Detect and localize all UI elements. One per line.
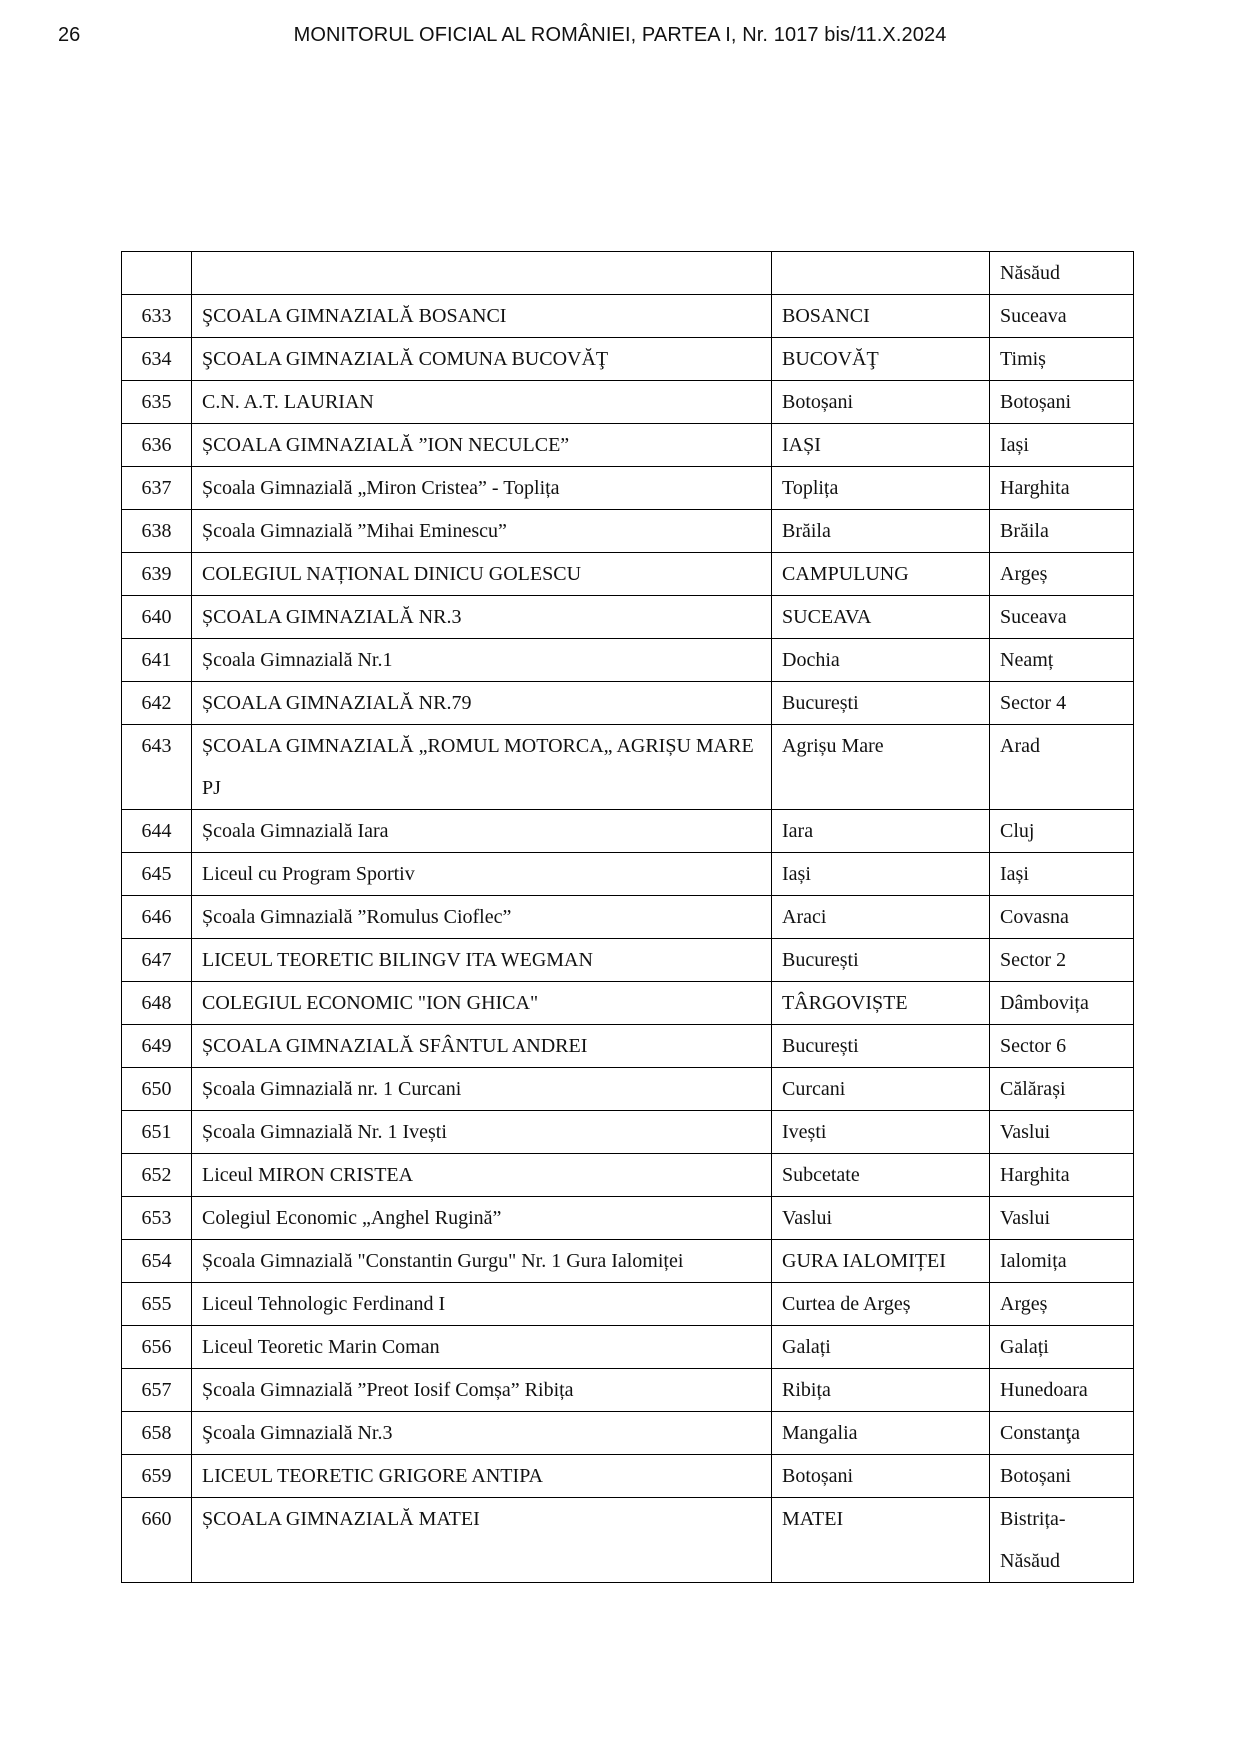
county-cell: Cluj [990, 810, 1134, 853]
school-name-cell: Școala Gimnazială Nr.1 [192, 639, 772, 682]
county-cell: Sector 2 [990, 939, 1134, 982]
county-cell: Covasna [990, 896, 1134, 939]
page-number: 26 [58, 24, 81, 46]
table-row [122, 1025, 1134, 1068]
table-row [122, 338, 1134, 381]
row-number-cell: 633 [122, 295, 192, 338]
county-cell: Iași [990, 853, 1134, 896]
county-cell: Suceava [990, 596, 1134, 639]
table-row [122, 982, 1134, 1025]
locality-cell: Curcani [772, 1068, 990, 1111]
school-name-cell: ȘCOALA GIMNAZIALĂ SFÂNTUL ANDREI [192, 1025, 772, 1068]
school-name-cell: ŞCOALA GIMNAZIALĂ COMUNA BUCOVĂŢ [192, 338, 772, 381]
school-name-cell: Liceul Teoretic Marin Coman [192, 1326, 772, 1369]
county-cell: Năsăud [990, 252, 1134, 295]
school-name-cell: ȘCOALA GIMNAZIALĂ NR.79 [192, 682, 772, 725]
school-name-cell: Școala Gimnazială Iara [192, 810, 772, 853]
row-number-cell: 634 [122, 338, 192, 381]
locality-cell: Curtea de Argeș [772, 1283, 990, 1326]
row-number-cell: 637 [122, 467, 192, 510]
county-cell: Harghita [990, 1154, 1134, 1197]
county-cell: Botoșani [990, 381, 1134, 424]
locality-cell: Iași [772, 853, 990, 896]
county-cell: Hunedoara [990, 1369, 1134, 1412]
county-cell: Vaslui [990, 1111, 1134, 1154]
row-number-cell: 653 [122, 1197, 192, 1240]
county-cell: Arad [990, 725, 1134, 810]
school-name-cell: ȘCOALA GIMNAZIALĂ MATEI [192, 1498, 772, 1583]
county-cell: Bistrița-Năsăud [990, 1498, 1134, 1583]
locality-cell [772, 252, 990, 295]
locality-cell: BUCOVĂŢ [772, 338, 990, 381]
school-name-cell: LICEUL TEORETIC BILINGV ITA WEGMAN [192, 939, 772, 982]
school-name-cell: ŞCOALA GIMNAZIALĂ BOSANCI [192, 295, 772, 338]
row-number-cell: 640 [122, 596, 192, 639]
locality-cell: BOSANCI [772, 295, 990, 338]
school-name-cell: Liceul MIRON CRISTEA [192, 1154, 772, 1197]
locality-cell: Toplița [772, 467, 990, 510]
county-cell: Constanţa [990, 1412, 1134, 1455]
table-row [122, 1412, 1134, 1455]
table-row [122, 1197, 1134, 1240]
county-cell: Suceava [990, 295, 1134, 338]
locality-cell: Ivești [772, 1111, 990, 1154]
county-cell: Harghita [990, 467, 1134, 510]
row-number-cell: 642 [122, 682, 192, 725]
school-name-cell: Școala Gimnazială Nr. 1 Ivești [192, 1111, 772, 1154]
county-cell: Argeș [990, 1283, 1134, 1326]
school-name-cell: Școala Gimnazială ”Romulus Cioflec” [192, 896, 772, 939]
locality-cell: Agrișu Mare [772, 725, 990, 810]
row-number-cell [122, 252, 192, 295]
table-row [122, 381, 1134, 424]
publication-header: MONITORUL OFICIAL AL ROMÂNIEI, PARTEA I, Nr. 1017 bis/11.X.2024 [293, 24, 947, 46]
school-name-cell: Colegiul Economic „Anghel Rugină” [192, 1197, 772, 1240]
county-cell: Neamț [990, 639, 1134, 682]
county-cell: Brăila [990, 510, 1134, 553]
table-row [122, 1154, 1134, 1197]
school-name-cell: ȘCOALA GIMNAZIALĂ ”ION NECULCE” [192, 424, 772, 467]
row-number-cell: 652 [122, 1154, 192, 1197]
locality-cell: Vaslui [772, 1197, 990, 1240]
table-row [122, 252, 1134, 295]
row-number-cell: 638 [122, 510, 192, 553]
table-row [122, 1455, 1134, 1498]
table-row [122, 1283, 1134, 1326]
school-name-cell: COLEGIUL ECONOMIC "ION GHICA" [192, 982, 772, 1025]
table-row [122, 1068, 1134, 1111]
locality-cell: Mangalia [772, 1412, 990, 1455]
school-name-cell: C.N. A.T. LAURIAN [192, 381, 772, 424]
table-row [122, 467, 1134, 510]
table-row [122, 896, 1134, 939]
locality-cell: Botoșani [772, 1455, 990, 1498]
county-cell: Vaslui [990, 1197, 1134, 1240]
locality-cell: MATEI [772, 1498, 990, 1583]
row-number-cell: 657 [122, 1369, 192, 1412]
county-cell: Călărași [990, 1068, 1134, 1111]
locality-cell: TÂRGOVIȘTE [772, 982, 990, 1025]
school-name-cell: COLEGIUL NAȚIONAL DINICU GOLESCU [192, 553, 772, 596]
county-cell: Ialomița [990, 1240, 1134, 1283]
table-row [122, 1240, 1134, 1283]
table-row [122, 295, 1134, 338]
row-number-cell: 635 [122, 381, 192, 424]
county-cell: Galați [990, 1326, 1134, 1369]
locality-cell: Brăila [772, 510, 990, 553]
locality-cell: Dochia [772, 639, 990, 682]
school-name-cell: Școala Gimnazială "Constantin Gurgu" Nr. 1 Gura Ialomiței [192, 1240, 772, 1283]
locality-cell: Iara [772, 810, 990, 853]
row-number-cell: 656 [122, 1326, 192, 1369]
table-row [122, 682, 1134, 725]
school-name-cell: Şcoala Gimnazială Nr.3 [192, 1412, 772, 1455]
county-cell: Sector 6 [990, 1025, 1134, 1068]
row-number-cell: 647 [122, 939, 192, 982]
locality-cell: București [772, 682, 990, 725]
table-row [122, 725, 1134, 810]
school-name-cell: Liceul cu Program Sportiv [192, 853, 772, 896]
locality-cell: Araci [772, 896, 990, 939]
table-row [122, 424, 1134, 467]
school-name-cell: ȘCOALA GIMNAZIALĂ NR.3 [192, 596, 772, 639]
locality-cell: Ribița [772, 1369, 990, 1412]
row-number-cell: 651 [122, 1111, 192, 1154]
school-name-cell: Școala Gimnazială nr. 1 Curcani [192, 1068, 772, 1111]
table-row [122, 596, 1134, 639]
county-cell: Botoșani [990, 1455, 1134, 1498]
row-number-cell: 646 [122, 896, 192, 939]
school-name-cell: Școala Gimnazială ”Mihai Eminescu” [192, 510, 772, 553]
schools-table [121, 251, 1134, 1583]
school-name-cell [192, 252, 772, 295]
row-number-cell: 658 [122, 1412, 192, 1455]
row-number-cell: 648 [122, 982, 192, 1025]
table-row [122, 810, 1134, 853]
row-number-cell: 639 [122, 553, 192, 596]
table-row [122, 1498, 1134, 1583]
table-row [122, 510, 1134, 553]
locality-cell: Subcetate [772, 1154, 990, 1197]
school-name-cell: ȘCOALA GIMNAZIALĂ „ROMUL MOTORCA„ AGRIȘU MARE PJ [192, 725, 772, 810]
school-name-cell: Școala Gimnazială ”Preot Iosif Comșa” Ribița [192, 1369, 772, 1412]
row-number-cell: 650 [122, 1068, 192, 1111]
locality-cell: CAMPULUNG [772, 553, 990, 596]
row-number-cell: 659 [122, 1455, 192, 1498]
locality-cell: București [772, 939, 990, 982]
locality-cell: Galați [772, 1326, 990, 1369]
row-number-cell: 660 [122, 1498, 192, 1583]
table-row [122, 553, 1134, 596]
county-cell: Iași [990, 424, 1134, 467]
row-number-cell: 655 [122, 1283, 192, 1326]
row-number-cell: 645 [122, 853, 192, 896]
table-row [122, 1111, 1134, 1154]
schools-table-body [122, 252, 1134, 1583]
locality-cell: IAȘI [772, 424, 990, 467]
table-row [122, 1326, 1134, 1369]
table-row [122, 853, 1134, 896]
locality-cell: București [772, 1025, 990, 1068]
county-cell: Sector 4 [990, 682, 1134, 725]
county-cell: Argeș [990, 553, 1134, 596]
table-row [122, 639, 1134, 682]
row-number-cell: 643 [122, 725, 192, 810]
county-cell: Timiș [990, 338, 1134, 381]
row-number-cell: 654 [122, 1240, 192, 1283]
locality-cell: GURA IALOMIȚEI [772, 1240, 990, 1283]
table-row [122, 939, 1134, 982]
school-name-cell: Liceul Tehnologic Ferdinand I [192, 1283, 772, 1326]
county-cell: Dâmbovița [990, 982, 1134, 1025]
school-name-cell: Școala Gimnazială „Miron Cristea” - Toplița [192, 467, 772, 510]
school-name-cell: LICEUL TEORETIC GRIGORE ANTIPA [192, 1455, 772, 1498]
table-row [122, 1369, 1134, 1412]
locality-cell: Botoșani [772, 381, 990, 424]
row-number-cell: 641 [122, 639, 192, 682]
row-number-cell: 644 [122, 810, 192, 853]
locality-cell: SUCEAVA [772, 596, 990, 639]
row-number-cell: 649 [122, 1025, 192, 1068]
row-number-cell: 636 [122, 424, 192, 467]
